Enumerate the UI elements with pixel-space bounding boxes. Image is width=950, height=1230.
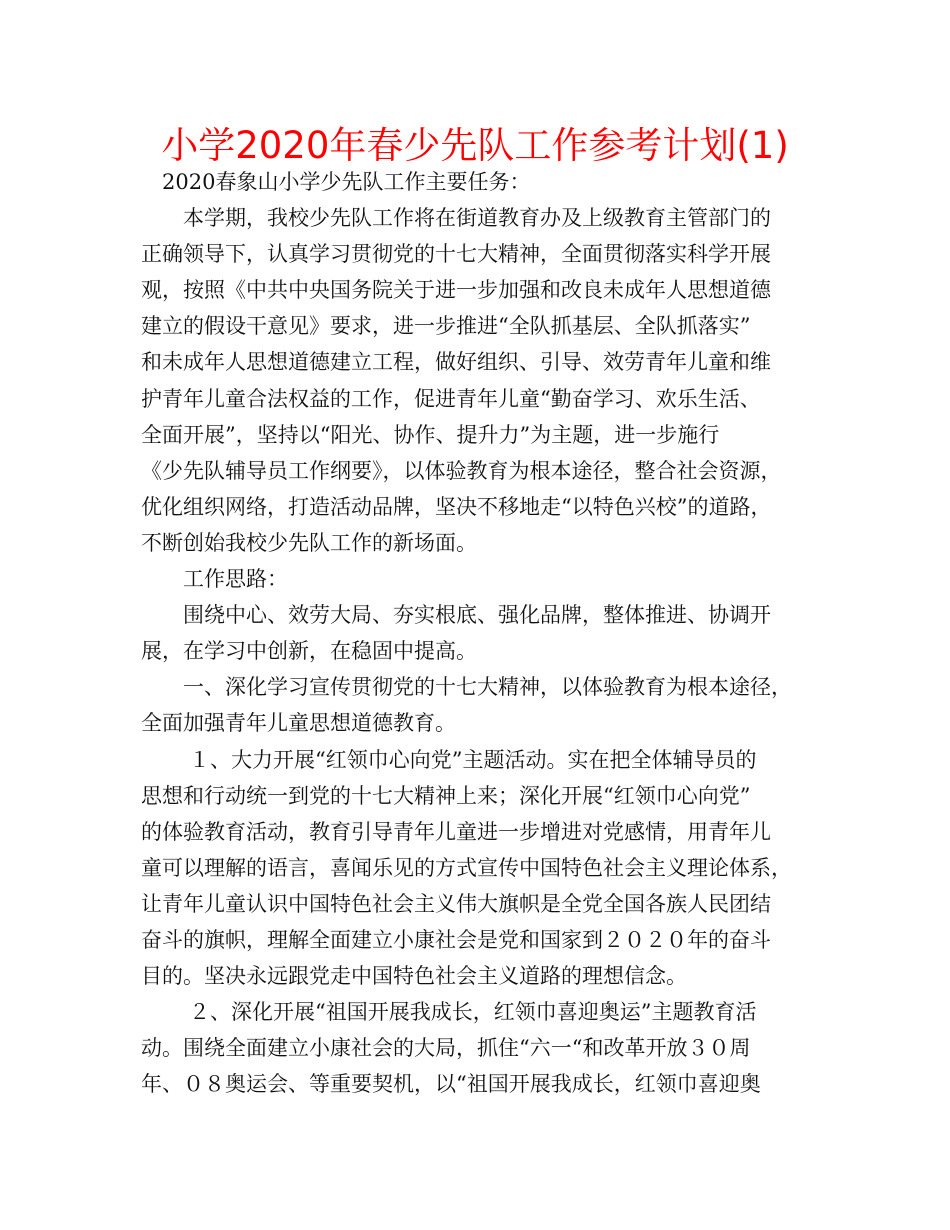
text-line: 一、深化学习宣传贯彻党的十七大精神，以体验教育为根本途径，	[183, 675, 792, 700]
text-line: 动。围绕全面建立小康社会的大局，抓住“六一“和改革开放３０周	[141, 1036, 751, 1061]
text-line: ２、深化开展“祖国开展我成长，红领巾喜迎奥运”主题教育活	[189, 1000, 757, 1025]
text-line: 优化组织网络，打造活动品牌，坚决不移地走“以特色兴校”的道路，	[141, 494, 772, 519]
text-line: １、大力开展“红领巾心向党”主题活动。实在把全体辅导员的	[189, 747, 757, 772]
text-line: 思想和行动统一到党的十七大精神上来；深化开展“红领巾心向党”	[141, 783, 751, 808]
text-line: 《少先队辅导员工作纲要》，以体验教育为根本途径，整合社会资源，	[141, 458, 782, 483]
text-line: 全面开展”，坚持以“阳光、协作、提升力”为主题，进一步施行	[141, 422, 720, 447]
text-line: 2020春象山小学少先队工作主要任务：	[162, 170, 531, 194]
text-line: 全面加强青年儿童思想道德教育。	[141, 711, 456, 736]
text-line: 围绕中心、效劳大局、夯实根底、强化品牌，整体推进、协调开	[183, 603, 771, 628]
text-line: 建立的假设干意见》要求，进一步推进“全队抓基层、全队抓落实”	[141, 314, 751, 339]
text-line: 和未成年人思想道德建立工程，做好组织、引导、效劳青年儿童和维	[141, 350, 771, 375]
document-body	[141, 164, 831, 1102]
text-line: 年、０８奥运会、等重要契机，以“祖国开展我成长，红领巾喜迎奥	[141, 1072, 761, 1097]
text-line: 目的。坚决永远跟党走中国特色社会主义道路的理想信念。	[141, 964, 687, 989]
text-line: 让青年儿童认识中国特色社会主义伟大旗帜是全党全国各族人民团结	[141, 891, 771, 916]
text-line: 护青年儿童合法权益的工作，促进青年儿童“勤奋学习、欢乐生活、	[141, 386, 761, 411]
text-line: 正确领导下，认真学习贯彻党的十七大精神，全面贯彻落实科学开展	[141, 242, 771, 267]
text-line: 工作思路：	[183, 567, 288, 592]
text-line: 不断创始我校少先队工作的新场面。	[141, 530, 477, 555]
text-line: 奋斗的旗帜，理解全面建立小康社会是党和国家到２０２０年的奋斗	[141, 927, 771, 952]
text-line: 童可以理解的语言，喜闻乐见的方式宣传中国特色社会主义理论体系，	[141, 855, 792, 880]
text-line: 展，在学习中创新，在稳固中提高。	[141, 639, 477, 664]
text-line: 本学期，我校少先队工作将在街道教育办及上级教育主管部门的	[183, 206, 771, 231]
text-line: 的体验教育活动，教育引导青年儿童进一步增进对党感情，用青年儿	[141, 819, 771, 844]
text-line: 观，按照《中共中央国务院关于进一步加强和改良未成年人思想道德	[141, 278, 771, 303]
document-title: 小学2020年春少先队工作参考计划(1)	[161, 124, 789, 167]
